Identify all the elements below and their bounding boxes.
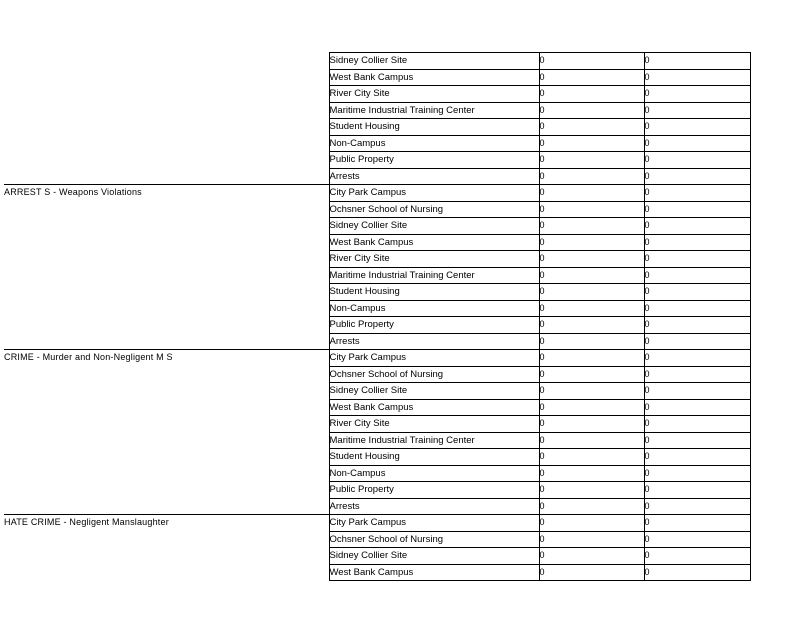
count-cell-b: 0 — [644, 317, 750, 334]
location-cell: City Park Campus — [329, 350, 539, 367]
table-row — [4, 449, 750, 466]
count-cell-a: 0 — [539, 119, 644, 136]
count-cell-b: 0 — [644, 564, 750, 581]
location-cell: Arrests — [329, 333, 539, 350]
label-spacer — [4, 416, 329, 433]
count-cell-a: 0 — [539, 284, 644, 301]
location-cell: City Park Campus — [329, 515, 539, 532]
location-cell: Public Property — [329, 317, 539, 334]
location-cell: Non-Campus — [329, 465, 539, 482]
table-row — [4, 168, 750, 185]
location-cell: Student Housing — [329, 449, 539, 466]
table-row — [4, 531, 750, 548]
count-cell-b: 0 — [644, 53, 750, 70]
table-row — [4, 119, 750, 136]
label-spacer — [4, 498, 329, 515]
label-spacer — [4, 102, 329, 119]
label-spacer — [4, 168, 329, 185]
count-cell-a: 0 — [539, 564, 644, 581]
table-row — [4, 300, 750, 317]
count-cell-b: 0 — [644, 498, 750, 515]
location-cell: West Bank Campus — [329, 69, 539, 86]
count-cell-a: 0 — [539, 399, 644, 416]
label-spacer — [4, 218, 329, 235]
count-cell-a: 0 — [539, 498, 644, 515]
label-spacer — [4, 234, 329, 251]
label-spacer — [4, 251, 329, 268]
location-cell: Maritime Industrial Training Center — [329, 102, 539, 119]
label-spacer — [4, 135, 329, 152]
count-cell-b: 0 — [644, 135, 750, 152]
label-spacer — [4, 201, 329, 218]
label-spacer — [4, 86, 329, 103]
location-cell: City Park Campus — [329, 185, 539, 202]
count-cell-b: 0 — [644, 383, 750, 400]
table-row — [4, 350, 750, 367]
count-cell-a: 0 — [539, 300, 644, 317]
table-row — [4, 366, 750, 383]
location-cell: Ochsner School of Nursing — [329, 531, 539, 548]
table-row — [4, 399, 750, 416]
category-label: CRIME - Murder and Non-Negligent M S — [4, 350, 329, 367]
count-cell-b: 0 — [644, 152, 750, 169]
table-row — [4, 185, 750, 202]
count-cell-a: 0 — [539, 86, 644, 103]
location-cell: Public Property — [329, 482, 539, 499]
location-cell: Ochsner School of Nursing — [329, 201, 539, 218]
location-cell: Maritime Industrial Training Center — [329, 432, 539, 449]
count-cell-b: 0 — [644, 201, 750, 218]
label-spacer — [4, 267, 329, 284]
category-label: HATE CRIME - Negligent Manslaughter — [4, 515, 329, 532]
location-cell: River City Site — [329, 416, 539, 433]
count-cell-a: 0 — [539, 383, 644, 400]
count-cell-b: 0 — [644, 482, 750, 499]
count-cell-b: 0 — [644, 515, 750, 532]
count-cell-a: 0 — [539, 317, 644, 334]
table-row — [4, 482, 750, 499]
count-cell-a: 0 — [539, 482, 644, 499]
table-row — [4, 135, 750, 152]
count-cell-a: 0 — [539, 449, 644, 466]
label-spacer — [4, 300, 329, 317]
location-cell: Sidney Collier Site — [329, 218, 539, 235]
label-spacer — [4, 69, 329, 86]
table-row — [4, 152, 750, 169]
count-cell-a: 0 — [539, 515, 644, 532]
count-cell-b: 0 — [644, 234, 750, 251]
count-cell-b: 0 — [644, 284, 750, 301]
count-cell-b: 0 — [644, 69, 750, 86]
table-row — [4, 416, 750, 433]
table-row — [4, 498, 750, 515]
count-cell-a: 0 — [539, 366, 644, 383]
count-cell-b: 0 — [644, 449, 750, 466]
count-cell-a: 0 — [539, 102, 644, 119]
count-cell-b: 0 — [644, 185, 750, 202]
location-cell: Student Housing — [329, 119, 539, 136]
count-cell-b: 0 — [644, 548, 750, 565]
location-cell: Arrests — [329, 498, 539, 515]
count-cell-a: 0 — [539, 185, 644, 202]
count-cell-b: 0 — [644, 416, 750, 433]
count-cell-a: 0 — [539, 168, 644, 185]
count-cell-b: 0 — [644, 251, 750, 268]
location-cell: Arrests — [329, 168, 539, 185]
table-row — [4, 201, 750, 218]
label-spacer — [4, 432, 329, 449]
count-cell-b: 0 — [644, 119, 750, 136]
count-cell-a: 0 — [539, 350, 644, 367]
label-spacer — [4, 366, 329, 383]
label-spacer — [4, 482, 329, 499]
count-cell-b: 0 — [644, 399, 750, 416]
label-spacer — [4, 284, 329, 301]
location-cell: Ochsner School of Nursing — [329, 366, 539, 383]
label-spacer — [4, 383, 329, 400]
count-cell-a: 0 — [539, 465, 644, 482]
location-cell: West Bank Campus — [329, 234, 539, 251]
count-cell-a: 0 — [539, 201, 644, 218]
label-spacer — [4, 333, 329, 350]
count-cell-b: 0 — [644, 86, 750, 103]
count-cell-a: 0 — [539, 416, 644, 433]
table-row — [4, 69, 750, 86]
count-cell-b: 0 — [644, 267, 750, 284]
count-cell-b: 0 — [644, 333, 750, 350]
label-spacer — [4, 53, 329, 70]
count-cell-a: 0 — [539, 531, 644, 548]
label-spacer — [4, 465, 329, 482]
location-cell: Maritime Industrial Training Center — [329, 267, 539, 284]
count-cell-b: 0 — [644, 102, 750, 119]
location-cell: West Bank Campus — [329, 399, 539, 416]
table-row — [4, 515, 750, 532]
count-cell-b: 0 — [644, 350, 750, 367]
label-spacer — [4, 152, 329, 169]
count-cell-a: 0 — [539, 432, 644, 449]
label-spacer — [4, 317, 329, 334]
table-row — [4, 284, 750, 301]
count-cell-a: 0 — [539, 251, 644, 268]
count-cell-b: 0 — [644, 300, 750, 317]
count-cell-a: 0 — [539, 135, 644, 152]
location-cell: Sidney Collier Site — [329, 53, 539, 70]
count-cell-a: 0 — [539, 267, 644, 284]
count-cell-b: 0 — [644, 218, 750, 235]
table-row — [4, 564, 750, 581]
location-cell: River City Site — [329, 86, 539, 103]
location-cell: Non-Campus — [329, 300, 539, 317]
count-cell-a: 0 — [539, 53, 644, 70]
label-spacer — [4, 548, 329, 565]
category-label: ARREST S - Weapons Violations — [4, 185, 329, 202]
table-row — [4, 383, 750, 400]
count-cell-a: 0 — [539, 234, 644, 251]
count-cell-b: 0 — [644, 168, 750, 185]
count-cell-a: 0 — [539, 333, 644, 350]
table-row — [4, 251, 750, 268]
table-row — [4, 465, 750, 482]
table-row — [4, 548, 750, 565]
table-row — [4, 53, 750, 70]
count-cell-b: 0 — [644, 465, 750, 482]
location-cell: Student Housing — [329, 284, 539, 301]
table-row — [4, 86, 750, 103]
label-spacer — [4, 531, 329, 548]
label-spacer — [4, 564, 329, 581]
table-row — [4, 218, 750, 235]
count-cell-b: 0 — [644, 531, 750, 548]
table-row — [4, 102, 750, 119]
location-cell: West Bank Campus — [329, 564, 539, 581]
table-row — [4, 234, 750, 251]
table-row — [4, 333, 750, 350]
table-row — [4, 317, 750, 334]
location-cell: Non-Campus — [329, 135, 539, 152]
location-cell: River City Site — [329, 251, 539, 268]
table-body — [4, 53, 750, 581]
label-spacer — [4, 119, 329, 136]
location-cell: Sidney Collier Site — [329, 383, 539, 400]
count-cell-a: 0 — [539, 548, 644, 565]
location-cell: Sidney Collier Site — [329, 548, 539, 565]
count-cell-b: 0 — [644, 432, 750, 449]
location-cell: Public Property — [329, 152, 539, 169]
label-spacer — [4, 399, 329, 416]
table-row — [4, 267, 750, 284]
count-cell-a: 0 — [539, 218, 644, 235]
count-cell-a: 0 — [539, 152, 644, 169]
count-cell-a: 0 — [539, 69, 644, 86]
table-row — [4, 432, 750, 449]
label-spacer — [4, 449, 329, 466]
count-cell-b: 0 — [644, 366, 750, 383]
crime-statistics-table — [4, 52, 751, 581]
